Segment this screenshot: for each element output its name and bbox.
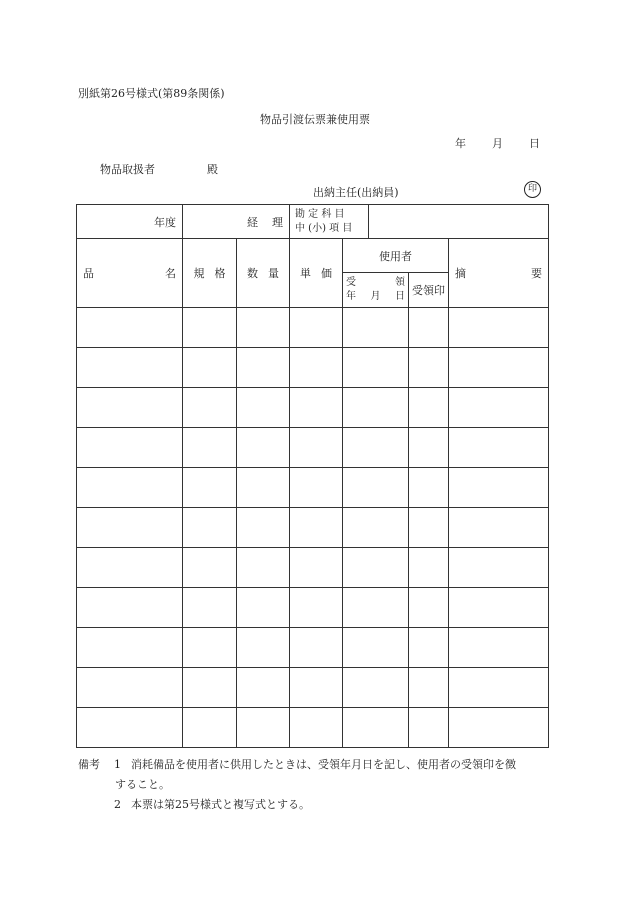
cell-unit-price xyxy=(290,388,343,428)
cell-receipt-date xyxy=(343,308,409,348)
cell-receipt-date xyxy=(343,388,409,428)
cell-receipt-seal xyxy=(409,468,449,508)
cell-item xyxy=(77,388,183,428)
cell-spec xyxy=(183,468,237,508)
spec-char-2: 格 xyxy=(214,267,226,280)
header-receipt-date xyxy=(343,273,409,308)
cell-summary xyxy=(449,628,549,668)
summary-char-2: 要 xyxy=(531,267,543,280)
account-subject-line1: 勘 定 科 目 xyxy=(295,208,345,220)
item-name-char-2: 名 xyxy=(165,267,176,280)
quantity-char-2: 量 xyxy=(268,267,279,280)
cell-quantity xyxy=(237,348,290,388)
note-item-2 xyxy=(78,795,558,815)
account-subject-value xyxy=(369,205,549,239)
date-row xyxy=(455,135,540,151)
unit-price-char-1: 単 xyxy=(300,267,311,280)
header-summary xyxy=(449,239,549,308)
accounting-char-1: 経 xyxy=(247,215,258,229)
cell-unit-price xyxy=(290,468,343,508)
note-text-1-continued: すること。 xyxy=(115,778,170,791)
cell-spec xyxy=(183,348,237,388)
cell-quantity xyxy=(237,668,290,708)
cell-receipt-date xyxy=(343,508,409,548)
accounting-char-2: 理 xyxy=(272,215,283,229)
cell-receipt-seal xyxy=(409,628,449,668)
cell-summary xyxy=(449,348,549,388)
item-name-char-1: 品 xyxy=(83,267,94,280)
cell-unit-price xyxy=(290,308,343,348)
seal-mark: 印 xyxy=(524,181,541,198)
header-receipt-seal: 受領印 xyxy=(409,273,449,308)
cell-unit-price xyxy=(290,548,343,588)
receipt-char-2: 領 xyxy=(395,277,405,288)
cell-spec xyxy=(183,668,237,708)
cell-item xyxy=(77,628,183,668)
cell-unit-price xyxy=(290,588,343,628)
cell-summary xyxy=(449,468,549,508)
cell-receipt-date xyxy=(343,628,409,668)
cell-receipt-date xyxy=(343,588,409,628)
cell-unit-price xyxy=(290,348,343,388)
cell-item xyxy=(77,428,183,468)
notes-heading: 備考 xyxy=(78,758,100,771)
cell-quantity xyxy=(237,388,290,428)
cell-receipt-seal xyxy=(409,348,449,388)
cell-receipt-seal xyxy=(409,428,449,468)
cell-item xyxy=(77,348,183,388)
cell-receipt-date xyxy=(343,668,409,708)
cell-spec xyxy=(183,708,237,748)
fiscal-year-cell: 年度 xyxy=(77,205,183,239)
cell-item xyxy=(77,588,183,628)
receipt-char-1: 受 xyxy=(346,277,356,288)
account-subject-line2: 中 (小) 項 目 xyxy=(295,222,353,234)
cell-summary xyxy=(449,428,549,468)
note-number-1: 1 xyxy=(114,758,121,771)
cell-item xyxy=(77,508,183,548)
cell-receipt-date xyxy=(343,468,409,508)
spec-char-1: 規 xyxy=(193,267,205,280)
cell-item xyxy=(77,548,183,588)
cell-spec xyxy=(183,428,237,468)
header-quantity xyxy=(237,239,290,308)
cell-quantity xyxy=(237,508,290,548)
table-row xyxy=(77,308,549,348)
header-spec xyxy=(183,239,237,308)
header-unit-price xyxy=(290,239,343,308)
cell-receipt-date xyxy=(343,708,409,748)
form-label: 別紙第26号様式(第89条関係) xyxy=(78,87,225,100)
note-item-1 xyxy=(78,755,558,795)
treasurer-label: 出納主任(出納員) xyxy=(313,186,399,199)
cell-spec xyxy=(183,548,237,588)
unit-price-char-2: 価 xyxy=(321,267,332,280)
cell-spec xyxy=(183,388,237,428)
cell-spec xyxy=(183,628,237,668)
cell-unit-price xyxy=(290,708,343,748)
cell-unit-price xyxy=(290,668,343,708)
table-row xyxy=(77,508,549,548)
cell-summary xyxy=(449,708,549,748)
cell-receipt-date xyxy=(343,348,409,388)
date-year-label: 年 xyxy=(455,137,466,150)
cell-quantity xyxy=(237,428,290,468)
cell-quantity xyxy=(237,548,290,588)
cell-quantity xyxy=(237,628,290,668)
cell-spec xyxy=(183,508,237,548)
cell-item xyxy=(77,468,183,508)
header-user-group: 使用者 xyxy=(343,239,449,273)
table-row xyxy=(77,468,549,508)
cell-receipt-seal xyxy=(409,708,449,748)
table-row xyxy=(77,548,549,588)
cell-receipt-seal xyxy=(409,588,449,628)
cell-spec xyxy=(183,308,237,348)
table-row xyxy=(77,668,549,708)
receipt-year-char: 年 xyxy=(346,291,356,302)
cell-summary xyxy=(449,588,549,628)
cell-summary xyxy=(449,668,549,708)
quantity-char-1: 数 xyxy=(247,267,258,280)
cell-receipt-date xyxy=(343,428,409,468)
cell-item xyxy=(77,708,183,748)
cell-summary xyxy=(449,548,549,588)
table-row xyxy=(77,708,549,748)
delivery-slip-table xyxy=(76,204,549,748)
cell-summary xyxy=(449,308,549,348)
summary-char-1: 摘 xyxy=(455,267,466,280)
account-subject-cell xyxy=(290,205,369,239)
cell-quantity xyxy=(237,308,290,348)
receipt-day-char: 日 xyxy=(395,291,405,302)
handler-honorific: 殿 xyxy=(207,163,218,176)
cell-summary xyxy=(449,508,549,548)
cell-unit-price xyxy=(290,428,343,468)
cell-receipt-seal xyxy=(409,308,449,348)
date-day-label: 日 xyxy=(529,137,540,150)
table-row xyxy=(77,428,549,468)
cell-receipt-date xyxy=(343,548,409,588)
table-row xyxy=(77,588,549,628)
cell-quantity xyxy=(237,468,290,508)
date-month-label: 月 xyxy=(492,137,503,150)
accounting-cell xyxy=(183,205,290,239)
note-number-2: 2 xyxy=(114,798,121,811)
cell-spec xyxy=(183,588,237,628)
header-item-name xyxy=(77,239,183,308)
table-row xyxy=(77,348,549,388)
cell-receipt-seal xyxy=(409,668,449,708)
cell-unit-price xyxy=(290,508,343,548)
cell-item xyxy=(77,668,183,708)
cell-quantity xyxy=(237,588,290,628)
note-text-2: 本票は第25号様式と複写式とする。 xyxy=(131,798,310,811)
cell-quantity xyxy=(237,708,290,748)
cell-receipt-seal xyxy=(409,508,449,548)
document-title: 物品引渡伝票兼使用票 xyxy=(260,113,370,126)
table-row xyxy=(77,388,549,428)
handler-label: 物品取扱者 xyxy=(100,163,155,176)
cell-summary xyxy=(449,388,549,428)
cell-unit-price xyxy=(290,628,343,668)
cell-receipt-seal xyxy=(409,388,449,428)
note-text-1: 消耗備品を使用者に供用したときは、受領年月日を記し、使用者の受領印を徴 xyxy=(131,758,516,771)
cell-item xyxy=(77,308,183,348)
table-row xyxy=(77,628,549,668)
cell-receipt-seal xyxy=(409,548,449,588)
receipt-month-char: 月 xyxy=(370,291,381,302)
notes-section xyxy=(78,755,558,815)
